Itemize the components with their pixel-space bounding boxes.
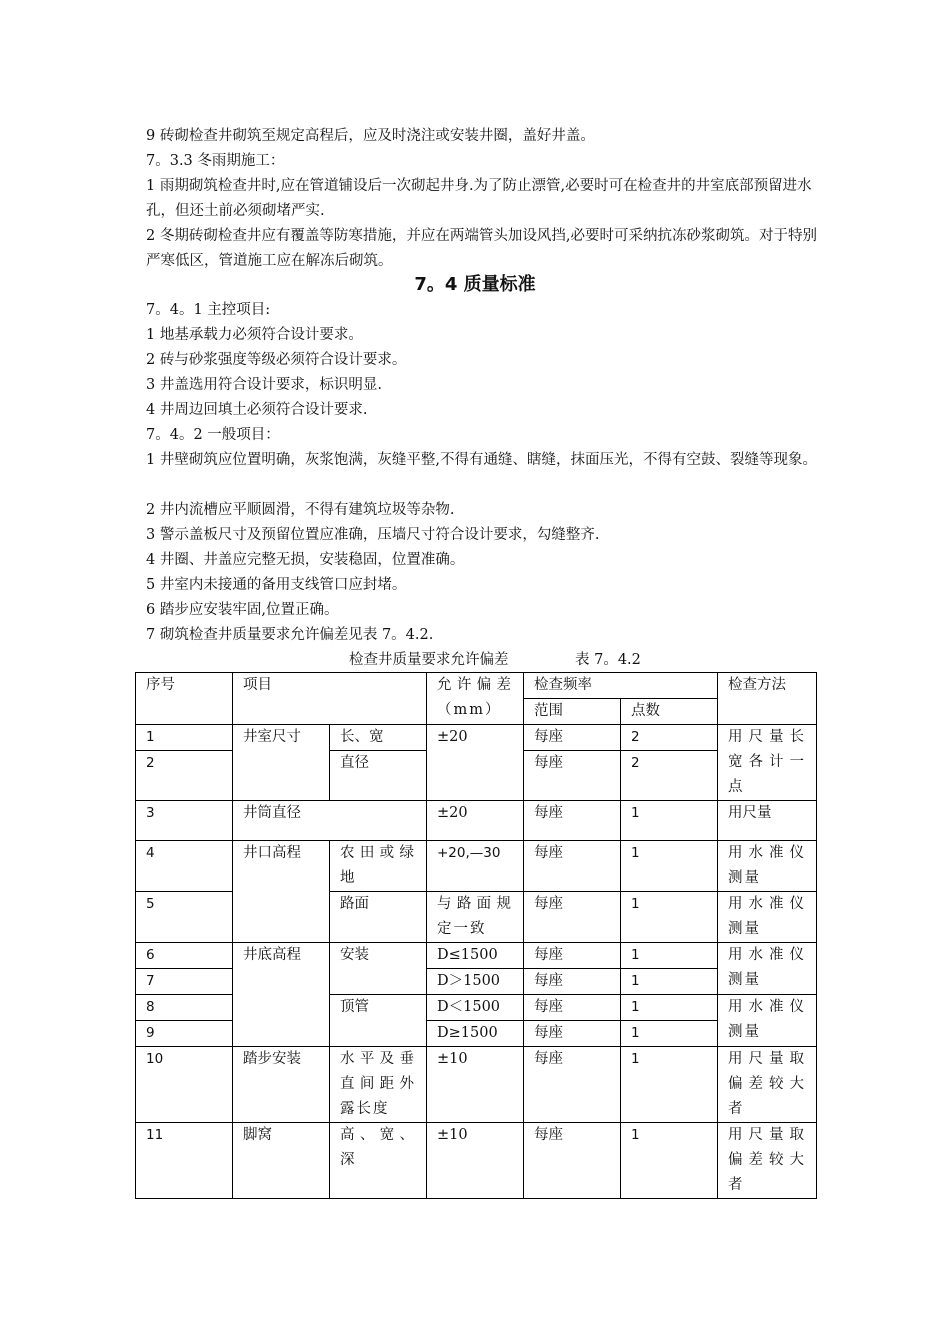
cell-points: 2 (621, 725, 718, 751)
cell-points: 1 (621, 892, 718, 943)
cell-tolerance: ±10 (427, 1047, 524, 1123)
cell-subitem: 高、宽、深 (330, 1123, 427, 1199)
cell-range: 每座 (524, 841, 621, 892)
cell-item: 井筒直径 (233, 801, 427, 841)
cell-method: 用尺量长宽各计一点 (718, 725, 817, 801)
paragraph: 1 地基承载力必须符合设计要求。 (146, 327, 363, 343)
paragraph: 3 井盖选用符合设计要求，标识明显. (146, 377, 382, 393)
table-row (136, 725, 817, 751)
cell-method: 用尺量 (718, 801, 817, 841)
cell-subitem: 农田或绿地 (330, 841, 427, 892)
cell-no: 5 (136, 892, 233, 943)
table-row (136, 801, 817, 841)
cell-range: 每座 (524, 1047, 621, 1123)
cell-tolerance: ±20 (427, 725, 524, 801)
cell-range: 每座 (524, 892, 621, 943)
cell-range: 每座 (524, 969, 621, 995)
cell-method: 用水准仪测量 (718, 892, 817, 943)
header-range: 范围 (524, 699, 621, 725)
table-row (136, 1047, 817, 1123)
cell-method: 用水准仪测量 (718, 841, 817, 892)
cell-no: 10 (136, 1047, 233, 1123)
cell-method: 用尺量取偏差较大者 (718, 1047, 817, 1123)
cell-method: 用水准仪测量 (718, 943, 817, 995)
cell-no: 7 (136, 969, 233, 995)
paragraph: 9 砖砌检查井砌筑至规定高程后，应及时浇注或安装井圈，盖好井盖。 (146, 128, 595, 144)
cell-range: 每座 (524, 751, 621, 801)
header-method: 检查方法 (718, 673, 817, 725)
header-points: 点数 (621, 699, 718, 725)
subsection-heading: 7。4。1 主控项目: (146, 302, 271, 318)
paragraph: 2 冬期砖砌检查井应有覆盖等防寒措施，并应在两端管头加设风挡,必要时可采纳抗冻砂浆砌筑。对于特别严寒低区，管道施工应在解冻后砌筑。 (146, 228, 817, 269)
cell-range: 每座 (524, 725, 621, 751)
cell-item: 井室尺寸 (233, 725, 330, 801)
table-row (136, 1123, 817, 1199)
paragraph: 4 井圈、井盖应完整无损，安装稳固，位置准确。 (146, 552, 465, 568)
cell-method: 用尺量取偏差较大者 (718, 1123, 817, 1199)
cell-no: 4 (136, 841, 233, 892)
subsection-heading: 7。3.3 冬雨期施工： (146, 153, 285, 169)
cell-no: 9 (136, 1021, 233, 1047)
cell-points: 1 (621, 801, 718, 841)
cell-subitem: 长、宽 (330, 725, 427, 751)
cell-tolerance: 与路面规定一致 (427, 892, 524, 943)
cell-item: 井底高程 (233, 943, 330, 1047)
table-row (136, 841, 817, 892)
cell-item: 井口高程 (233, 841, 330, 943)
cell-range: 每座 (524, 801, 621, 841)
cell-subitem: 直径 (330, 751, 427, 801)
table-number: 表 7。4.2 (575, 652, 641, 668)
cell-tolerance: D≥1500 (427, 1021, 524, 1047)
cell-points: 1 (621, 995, 718, 1021)
paragraph: 7 砌筑检查井质量要求允许偏差见表 7。4.2. (146, 627, 434, 643)
cell-item: 脚窝 (233, 1123, 330, 1199)
cell-range: 每座 (524, 995, 621, 1021)
cell-method: 用水准仪测量 (718, 995, 817, 1047)
paragraph: 4 井周边回填土必须符合设计要求. (146, 402, 368, 418)
header-tolerance: 允许偏差（mm） (427, 673, 524, 725)
cell-points: 1 (621, 1123, 718, 1199)
cell-tolerance: ±10 (427, 1123, 524, 1199)
table-row (136, 943, 817, 969)
cell-points: 2 (621, 751, 718, 801)
cell-tolerance: D＜1500 (427, 995, 524, 1021)
header-item: 项目 (233, 673, 427, 725)
cell-item: 踏步安装 (233, 1047, 330, 1123)
cell-no: 1 (136, 725, 233, 751)
tolerance-table (135, 672, 817, 1199)
section-heading: 7。4 质量标准 (414, 274, 536, 295)
paragraph: 1 雨期砌筑检查井时,应在管道铺设后一次砌起井身.为了防止漂管,必要时可在检查井的井室底部预留进水孔，但还土前必须砌堵严实. (146, 178, 812, 219)
cell-subitem: 水平及垂直间距外露长度 (330, 1047, 427, 1123)
cell-range: 每座 (524, 1123, 621, 1199)
paragraph: 6 踏步应安装牢固,位置正确。 (146, 602, 339, 618)
cell-tolerance: +20,—30 (427, 841, 524, 892)
paragraph: 2 砖与砂浆强度等级必须符合设计要求。 (146, 352, 407, 368)
cell-no: 8 (136, 995, 233, 1021)
cell-range: 每座 (524, 943, 621, 969)
paragraph: 1 井壁砌筑应位置明确，灰浆饱满，灰缝平整,不得有通缝、瞎缝，抹面压光，不得有空鼓、裂缝等现象。 (146, 452, 817, 468)
cell-range: 每座 (524, 1021, 621, 1047)
cell-tolerance: D＞1500 (427, 969, 524, 995)
cell-subitem: 路面 (330, 892, 427, 943)
cell-no: 11 (136, 1123, 233, 1199)
paragraph: 2 井内流槽应平顺圆滑，不得有建筑垃圾等杂物. (146, 502, 455, 518)
paragraph: 3 警示盖板尺寸及预留位置应准确，压墙尺寸符合设计要求，勾缝整齐. (146, 527, 600, 543)
cell-points: 1 (621, 841, 718, 892)
cell-no: 2 (136, 751, 233, 801)
cell-tolerance: D≤1500 (427, 943, 524, 969)
cell-points: 1 (621, 1047, 718, 1123)
cell-points: 1 (621, 1021, 718, 1047)
header-no: 序号 (136, 673, 233, 725)
cell-points: 1 (621, 943, 718, 969)
cell-tolerance: ±20 (427, 801, 524, 841)
cell-no: 6 (136, 943, 233, 969)
table-caption (0, 648, 950, 672)
cell-points: 1 (621, 969, 718, 995)
paragraph: 5 井室内未接通的备用支线管口应封堵。 (146, 577, 407, 593)
table-title: 检查井质量要求允许偏差 (349, 652, 509, 668)
cell-subitem: 顶管 (330, 995, 427, 1047)
header-frequency: 检查频率 (524, 673, 718, 699)
cell-subitem: 安装 (330, 943, 427, 995)
cell-no: 3 (136, 801, 233, 841)
subsection-heading: 7。4。2 一般项目： (146, 427, 280, 443)
